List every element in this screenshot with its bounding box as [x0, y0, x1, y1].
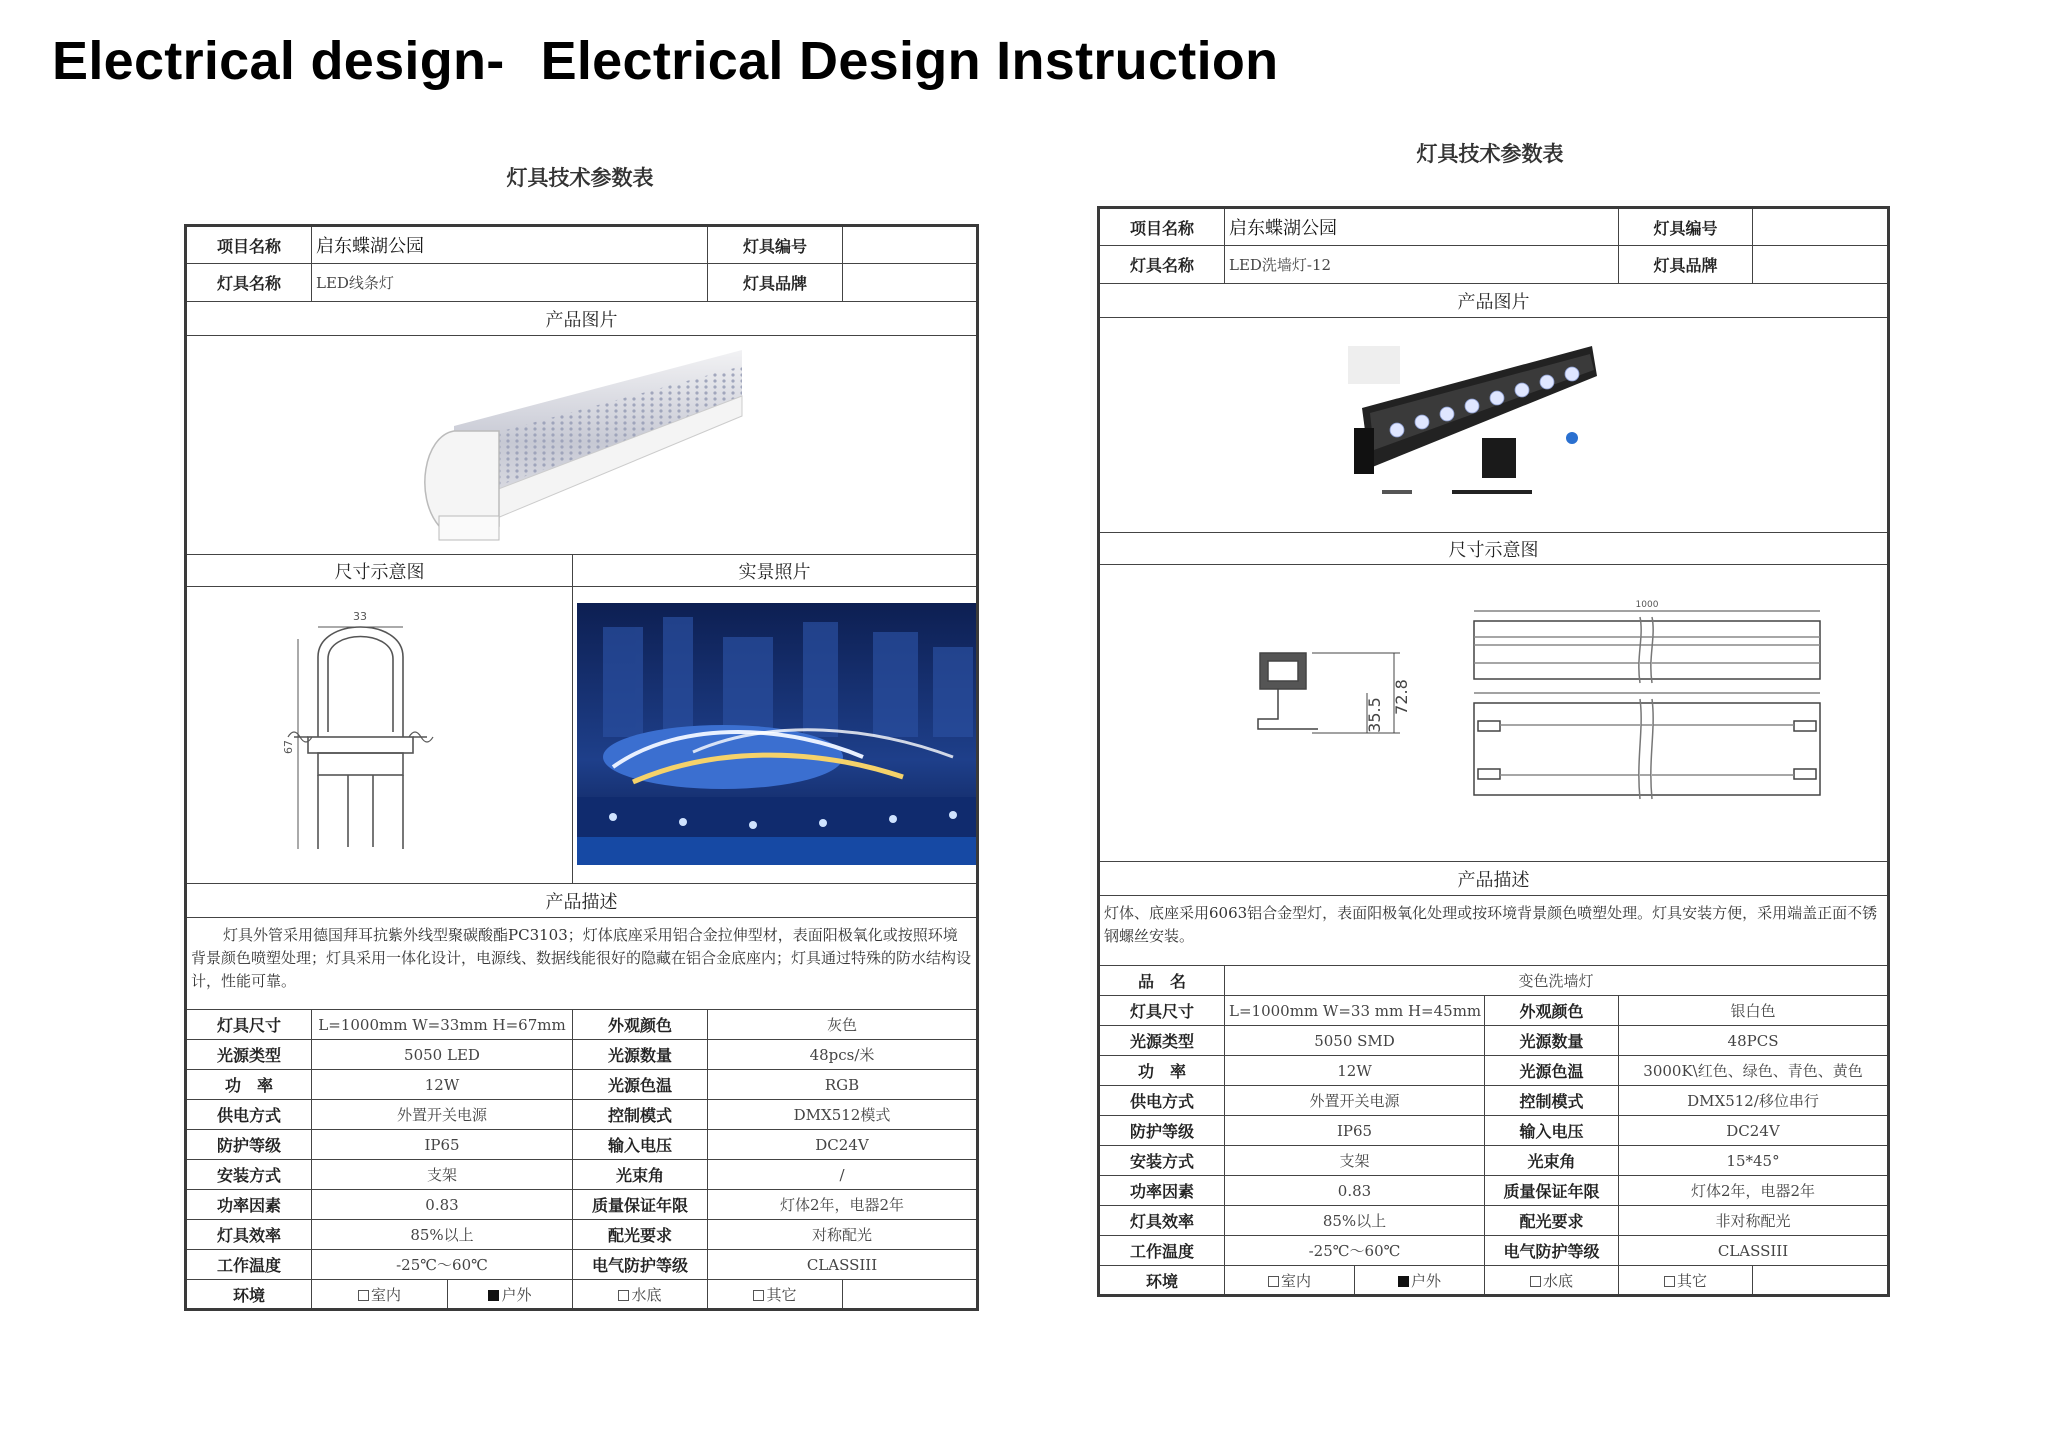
environment-label: 环境 — [1099, 1266, 1225, 1296]
environment-row — [186, 1280, 978, 1310]
spec-value: 85%以上 — [312, 1220, 573, 1250]
project-name-value: 启东蝶湖公园 — [1225, 208, 1619, 246]
fixture-no-value — [843, 226, 978, 264]
checkbox-indoor — [1268, 1276, 1279, 1287]
spec-value: -25℃～60℃ — [1225, 1236, 1485, 1266]
page-title-left: Electrical design- — [52, 31, 505, 91]
product-image — [1099, 318, 1889, 533]
spec-label: 光源数量 — [573, 1040, 708, 1070]
spec-value: 12W — [1225, 1056, 1485, 1086]
checkbox-other — [1664, 1276, 1675, 1287]
spec-label: 安装方式 — [1099, 1146, 1225, 1176]
spec-value: 灯体2年，电器2年 — [1619, 1176, 1889, 1206]
spec-label: 功率因素 — [186, 1190, 312, 1220]
spec-label: 控制模式 — [1485, 1086, 1619, 1116]
spec-row — [1099, 1026, 1889, 1056]
dimension-diagram-label: 尺寸示意图 — [1099, 533, 1889, 565]
env-option-underwater: 水底 — [573, 1280, 708, 1310]
spec-value: DMX512模式 — [708, 1100, 978, 1130]
spec-value: CLASSIII — [1619, 1236, 1889, 1266]
spec-value: 支架 — [312, 1160, 573, 1190]
sheet-heading: 灯具技术参数表 — [1416, 142, 1564, 166]
spec-label: 灯具尺寸 — [186, 1010, 312, 1040]
spec-label: 光源色温 — [1485, 1056, 1619, 1086]
spec-label: 工作温度 — [1099, 1236, 1225, 1266]
env-option-outdoor: 户外 — [448, 1280, 573, 1310]
spec-value: L=1000mm W=33mm H=67mm — [312, 1010, 573, 1040]
spec-label: 灯具尺寸 — [1099, 996, 1225, 1026]
spec-value: 0.83 — [312, 1190, 573, 1220]
description-text: 灯体、底座采用6063铝合金型灯，表面阳极氧化处理或按环境背景颜色喷塑处理。灯具安装方便，采用端盖正面不锈钢螺丝安装。 — [1099, 896, 1889, 966]
env-option-other: 其它 — [1619, 1266, 1753, 1296]
spec-value: DMX512/移位串行 — [1619, 1086, 1889, 1116]
spec-label: 质量保证年限 — [573, 1190, 708, 1220]
spec-table — [184, 224, 979, 1311]
scene-photo — [573, 587, 978, 884]
spec-label: 外观颜色 — [573, 1010, 708, 1040]
spec-value: 非对称配光 — [1619, 1206, 1889, 1236]
fixture-name-value: LED线条灯 — [312, 264, 708, 302]
spec-row — [186, 1220, 978, 1250]
spec-value: 银白色 — [1619, 996, 1889, 1026]
checkbox-underwater — [1530, 1276, 1541, 1287]
spec-value: CLASSIII — [708, 1250, 978, 1280]
checkbox-outdoor — [1398, 1276, 1409, 1287]
spec-row — [186, 1070, 978, 1100]
spec-label: 输入电压 — [573, 1130, 708, 1160]
spec-label: 配光要求 — [1485, 1206, 1619, 1236]
spec-value: 外置开关电源 — [312, 1100, 573, 1130]
page-title-right: Electrical Design Instruction — [540, 31, 1279, 91]
spec-label: 灯具效率 — [186, 1220, 312, 1250]
spec-row — [186, 1160, 978, 1190]
spec-value: 0.83 — [1225, 1176, 1485, 1206]
dimension-diagram-label: 尺寸示意图 — [186, 555, 573, 587]
dimension-diagram — [1099, 565, 1889, 862]
spec-value: 3000K\红色、绿色、青色、黄色 — [1619, 1056, 1889, 1086]
brand-value — [1753, 246, 1889, 284]
spec-value: 外置开关电源 — [1225, 1086, 1485, 1116]
spec-row — [1099, 1056, 1889, 1086]
env-option-other: 其它 — [708, 1280, 843, 1310]
spec-label: 电气防护等级 — [573, 1250, 708, 1280]
spec-value: 12W — [312, 1070, 573, 1100]
dim-height-label: 67 — [281, 740, 295, 754]
page-title — [52, 30, 1278, 92]
spec-label: 电气防护等级 — [1485, 1236, 1619, 1266]
checkbox-outdoor — [488, 1290, 499, 1301]
spec-label: 光源类型 — [1099, 1026, 1225, 1056]
fixture-no-value — [1753, 208, 1889, 246]
spec-value: -25℃～60℃ — [312, 1250, 573, 1280]
spec-row — [1099, 1086, 1889, 1116]
spec-row — [186, 1250, 978, 1280]
env-option-underwater: 水底 — [1485, 1266, 1619, 1296]
spec-row — [186, 1190, 978, 1220]
spec-value: 5050 LED — [312, 1040, 573, 1070]
spec-value: IP65 — [1225, 1116, 1485, 1146]
spec-label: 光源类型 — [186, 1040, 312, 1070]
spec-value: / — [708, 1160, 978, 1190]
wall-washer-photo — [1102, 318, 1886, 528]
brand-label: 灯具品牌 — [708, 264, 843, 302]
env-option-blank — [843, 1280, 978, 1310]
project-name-label: 项目名称 — [186, 226, 312, 264]
spec-row — [186, 1010, 978, 1040]
spec-label: 光束角 — [573, 1160, 708, 1190]
env-option-outdoor: 户外 — [1355, 1266, 1485, 1296]
spec-value: 5050 SMD — [1225, 1026, 1485, 1056]
spec-table — [1097, 206, 1890, 1297]
night-scene-photo — [573, 587, 978, 879]
env-option-indoor: 室内 — [312, 1280, 448, 1310]
spec-label: 光束角 — [1485, 1146, 1619, 1176]
spec-row — [1099, 1176, 1889, 1206]
spec-row — [1099, 1146, 1889, 1176]
spec-label: 防护等级 — [186, 1130, 312, 1160]
dim-length-label: 1000 — [1635, 600, 1658, 610]
product-image — [186, 336, 978, 555]
description-text: 灯具外管采用德国拜耳抗紫外线型聚碳酸酯PC3103；灯体底座采用铝合金拉伸型材，表面阳极氧化或按照环境背景颜色喷塑处理；灯具采用一体化设计，电源线、数据线能很好的隐藏在铝合金底座内；灯具通过特殊的防水结构设计，性能可靠。 — [186, 918, 978, 1010]
scene-photo-label: 实景照片 — [573, 555, 978, 587]
sheet-heading: 灯具技术参数表 — [506, 166, 654, 190]
environment-label: 环境 — [186, 1280, 312, 1310]
spec-label: 防护等级 — [1099, 1116, 1225, 1146]
wall-washer-drawing — [1102, 565, 1886, 857]
spec-label: 供电方式 — [186, 1100, 312, 1130]
project-name-value: 启东蝶湖公园 — [312, 226, 708, 264]
product-name-label: 品 名 — [1099, 966, 1225, 996]
product-name-value: 变色洗墙灯 — [1225, 966, 1889, 996]
spec-value: 灯体2年，电器2年 — [708, 1190, 978, 1220]
spec-value: IP65 — [312, 1130, 573, 1160]
spec-row — [186, 1130, 978, 1160]
project-name-label: 项目名称 — [1099, 208, 1225, 246]
spec-row — [1099, 1236, 1889, 1266]
dimension-diagram — [186, 587, 573, 884]
spec-value: DC24V — [708, 1130, 978, 1160]
spec-label: 功 率 — [186, 1070, 312, 1100]
dim-base-label: 35.5 — [1364, 697, 1384, 733]
spec-label: 功 率 — [1099, 1056, 1225, 1086]
spec-value: 15*45° — [1619, 1146, 1889, 1176]
spec-value: RGB — [708, 1070, 978, 1100]
dim-height-label: 72.8 — [1391, 679, 1411, 715]
fixture-no-label: 灯具编号 — [1619, 208, 1753, 246]
spec-label: 质量保证年限 — [1485, 1176, 1619, 1206]
spec-label: 功率因素 — [1099, 1176, 1225, 1206]
spec-value: 对称配光 — [708, 1220, 978, 1250]
brand-value — [843, 264, 978, 302]
spec-value: 48PCS — [1619, 1026, 1889, 1056]
env-option-blank — [1753, 1266, 1889, 1296]
checkbox-indoor — [358, 1290, 369, 1301]
spec-label: 灯具效率 — [1099, 1206, 1225, 1236]
fixture-name-label: 灯具名称 — [1099, 246, 1225, 284]
fixture-no-label: 灯具编号 — [708, 226, 843, 264]
fixture-name-label: 灯具名称 — [186, 264, 312, 302]
spec-value: 灰色 — [708, 1010, 978, 1040]
description-label: 产品描述 — [1099, 862, 1889, 896]
checkbox-other — [753, 1290, 764, 1301]
fixture-name-value: LED洗墙灯-12 — [1225, 246, 1619, 284]
spec-value: 85%以上 — [1225, 1206, 1485, 1236]
environment-row — [1099, 1266, 1889, 1296]
spec-label: 安装方式 — [186, 1160, 312, 1190]
spec-value: DC24V — [1619, 1116, 1889, 1146]
checkbox-underwater — [618, 1290, 629, 1301]
product-image-label: 产品图片 — [1099, 284, 1889, 318]
description-label: 产品描述 — [186, 884, 978, 918]
spec-label: 光源色温 — [573, 1070, 708, 1100]
spec-row — [186, 1100, 978, 1130]
dim-width-label: 33 — [352, 610, 367, 623]
spec-value: L=1000mm W=33 mm H=45mm — [1225, 996, 1485, 1026]
brand-label: 灯具品牌 — [1619, 246, 1753, 284]
cross-section-drawing — [188, 587, 572, 879]
spec-value: 支架 — [1225, 1146, 1485, 1176]
spec-label: 配光要求 — [573, 1220, 708, 1250]
spec-label: 光源数量 — [1485, 1026, 1619, 1056]
spec-label: 外观颜色 — [1485, 996, 1619, 1026]
spec-row — [186, 1040, 978, 1070]
spec-label: 供电方式 — [1099, 1086, 1225, 1116]
spec-row — [1099, 1116, 1889, 1146]
env-option-indoor: 室内 — [1225, 1266, 1355, 1296]
spec-label: 输入电压 — [1485, 1116, 1619, 1146]
spec-label: 工作温度 — [186, 1250, 312, 1280]
spec-value: 48pcs/米 — [708, 1040, 978, 1070]
spec-row — [1099, 1206, 1889, 1236]
spec-row — [1099, 996, 1889, 1026]
product-image-label: 产品图片 — [186, 302, 978, 336]
led-line-light-photo — [189, 336, 975, 550]
spec-label: 控制模式 — [573, 1100, 708, 1130]
